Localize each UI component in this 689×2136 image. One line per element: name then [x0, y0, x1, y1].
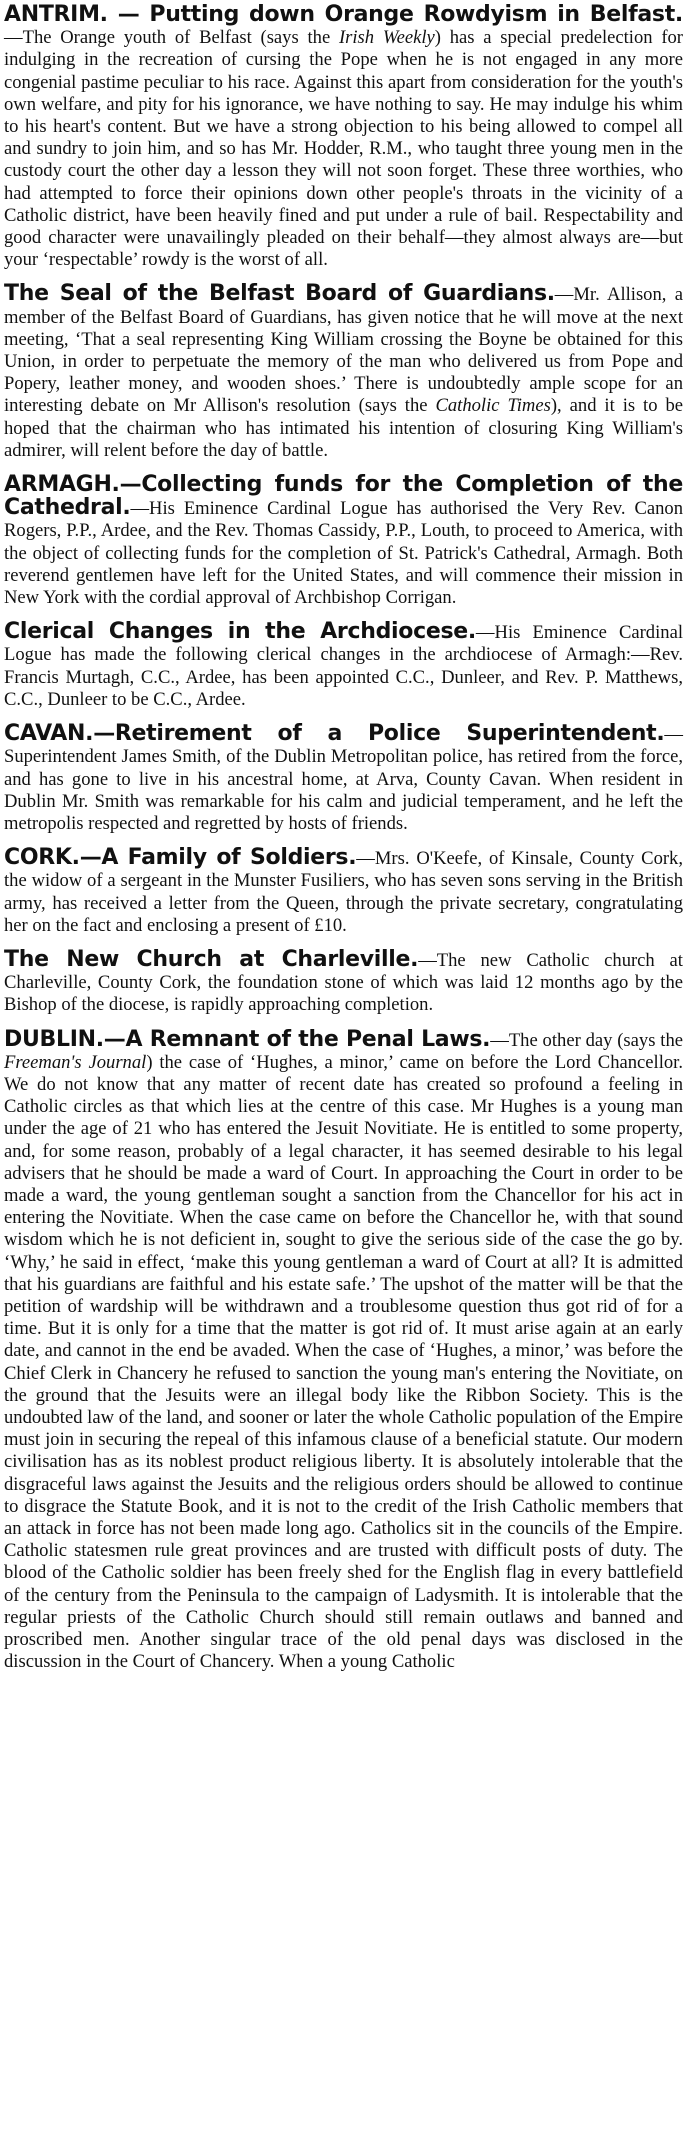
- article-body: ANTRIM. — Putting down Orange Rowdyism in Belfast.—The Orange youth of Belfast (says the Irish Weekly) has a special predelection for indulging in the recreation of cursing the Pope when he is not engaged in any more congenial pastime peculiar to his race. Against this apart from consideration for the youth's own welfare, and pity for his ignorance, we have nothing to say. He may indulge his whim to his heart's content. But we have a strong objection to his being allowed to compel all and sundry to join him, and so has Mr. Hodder, R.M., who taught three young men in the custody court the other day a lesson they will not soon forget. These three worthies, who had attempted to force their opinions down other people's throats in the vicinity of a Catholic district, have been heavily fined and put under a rule of bail. Respectability and good character were unavailingly pleaded on their behalf—they almost always are—but your ‘respectable’ rowdy is the worst of all.: [4, 2, 683, 271]
- article-body: CAVAN.—Retirement of a Police Superintendent.—Superintendent James Smith, of the Dublin Metropolitan police, has retired from the force, and has gone to live in his ancestral home, at Arva, County Cavan. When resident in Dublin Mr. Smith was remarkable for his calm and judicial temperament, and he left the metropolis respected and regretted by hosts of friends.: [4, 721, 683, 834]
- article-clerical-changes: [4, 621, 683, 711]
- article-body: CORK.—A Family of Soldiers.—Mrs. O'Keefe, of Kinsale, County Cork, the widow of a sergeant in the Munster Fusiliers, who has seven sons serving in the British army, has received a letter from the Queen, through the private secretary, congratulating her on the fact and enclosing a present of £10.: [4, 845, 684, 936]
- article-body: Clerical Changes in the Archdiocese.—His Eminence Cardinal Logue has made the following clerical changes in the archdiocese of Armagh:—Rev. Francis Murtagh, C.C., Ardee, has been appointed C.C., Dunleer, and Rev. P. Matthews, C.C., Dunleer to be C.C., Ardee.: [4, 619, 683, 710]
- article-heading: Clerical Changes in the Archdiocese.: [4, 619, 476, 645]
- article-dublin: [4, 1026, 683, 1674]
- article-heading: DUBLIN.—A Remnant of the Penal Laws.: [4, 1026, 491, 1052]
- article-heading: The Seal of the Belfast Board of Guardians.: [4, 281, 555, 307]
- article-cork: [4, 847, 683, 937]
- article-antrim: [4, 4, 683, 271]
- article-heading: CORK.—A Family of Soldiers.: [4, 845, 357, 871]
- article-heading: ARMAGH.—Collecting funds for the Completion of the Cathedral.: [4, 472, 683, 521]
- article-charleville: [4, 946, 683, 1017]
- article-armagh: [4, 474, 683, 609]
- article-belfast-seal: [4, 283, 683, 462]
- article-body: The Seal of the Belfast Board of Guardians.—Mr. Allison, a member of the Belfast Board of Guardians, has given notice that he will move at the next meeting, ‘That a seal representing King William crossing the Boyne be obtained for this Union, in order to perpetuate the memory of the man who delivered us from Pope and Popery, leather money, and wooden shoes.’ There is undoubtedly ample scope for an interesting debate on Mr Allison's resolution (says the Catholic Times), and it is to be hoped that the chairman who has intimated his intention of closuring King William's admirer, will relent before the day of battle.: [4, 281, 683, 461]
- article-body: DUBLIN.—A Remnant of the Penal Laws.—The other day (says the Freeman's Journal) the case of ‘Hughes, a minor,’ came on before the Lord Chancellor. We do not know that any matter of recent date has created so profound a feeling in Catholic circles as that which lies at the centre of this case. Mr Hughes is a young man under the age of 21 who has entered the Jesuit Novitiate. He is entitled to some property, and, for some reason, probably of a legal character, it has seemed desirable to his legal advisers that he should be made a ward of Court. In approaching the Court in order to be made a ward, the young gentleman sought a sanction from the Chancellor for his act in entering the Novitiate. When the case came on before the Chancellor he, with that sound wisdom which he is not deficient in, sought to give the serious side of the case the go by. ‘Why,’ he said in effect, ‘make this young gentleman a ward of Court at all? It is admitted that his guardians are faithful and his estate safe.’ The upshot of the matter will be that the petition of wardship will be withdrawn and a troublesome question thus got rid of for a time. But it is only for a time that the matter is got rid of. It must arise again at an early date, and cannot in the end be avaded. When the case of ‘Hughes, a minor,’ was before the Chief Clerk in Chancery he refused to sanction the young man's entering the Novitiate, on the ground that the Jesuits were an illegal body like the Ribbon Society. This is the undoubted law of the land, and sooner or later the whole Catholic population of the Empire must join in securing the repeal of this infamous clause of a beneficial statute. Our modern civilisation has as its noblest product religious liberty. It is absolutely intolerable that the disgraceful laws against the Jesuits and the religious orders should be allowed to continue to disgrace the Statute Book, and it is not to the credit of the Irish Catholic members that an attack in force has not been made long ago. Catholics sit in the councils of the Empire. Catholic statesmen rule great provinces and are trusted with difficult posts of duty. The blood of the Catholic soldier has been freely shed for the English flag in every battlefield of the century from the Peninsula to the campaign of Ladysmith. It is intolerable that the regular priests of the Catholic Church should still remain outlaws and banned and proscribed men. Another singular trace of the old penal days was disclosed in the discussion in the Court of Chancery. When a young Catholic: [4, 1026, 683, 1673]
- article-cavan: [4, 723, 683, 835]
- article-heading: The New Church at Charleville.: [4, 946, 419, 972]
- article-heading: CAVAN.—Retirement of a Police Superintendent.: [4, 721, 665, 747]
- article-heading: ANTRIM. — Putting down Orange Rowdyism in Belfast.: [4, 2, 683, 27]
- article-body: The New Church at Charleville.—The new Catholic church at Charleville, County Cork, the foundation stone of which was laid 12 months ago by the Bishop of the diocese, is rapidly approaching completion.: [4, 946, 683, 1016]
- article-body: ARMAGH.—Collecting funds for the Completion of the Cathedral.—His Eminence Cardinal Logue has authorised the Very Rev. Canon Rogers, P.P., Ardee, and the Rev. Thomas Cassidy, P.P., Louth, to proceed to America, with the object of collecting funds for the completion of St. Patrick's Cathedral, Armagh. Both reverend gentlemen have left for the United States, and will commence their mission in New York with the cordial approval of Archbishop Corrigan.: [4, 472, 683, 609]
